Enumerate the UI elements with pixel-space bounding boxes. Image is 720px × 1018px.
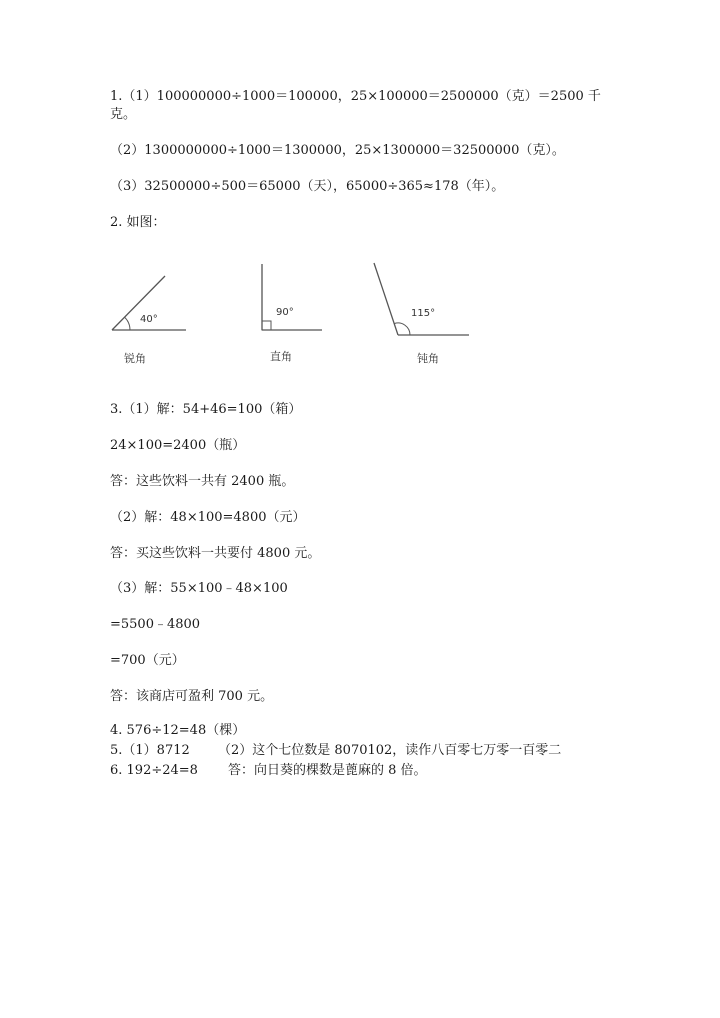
q6-part1: 6. 192÷24=8 — [110, 763, 198, 778]
q3-line4: （2）解：48×100=4800（元） — [110, 510, 306, 525]
acute-angle-degree: 40° — [140, 314, 158, 325]
q6-part2: 答：向日葵的棵数是蓖麻的 8 倍。 — [228, 763, 427, 778]
q3-answer3: 答：该商店可盈利 700 元。 — [110, 689, 274, 704]
q3-answer1: 答：这些饮料一共有 2400 瓶。 — [110, 474, 295, 489]
q2-title: 2. 如图： — [110, 215, 166, 230]
q3-answer2: 答：买这些饮料一共要付 4800 元。 — [110, 546, 321, 561]
right-angle-figure — [250, 260, 330, 340]
q4-line: 4. 576÷12=48（棵） — [110, 723, 246, 738]
q3-line6: （3）解：55×100﹣48×100 — [110, 581, 288, 596]
acute-angle-name: 锐角 — [124, 352, 146, 365]
right-angle-name: 直角 — [270, 350, 292, 363]
q3-line7: =5500﹣4800 — [110, 617, 201, 632]
q3-line1: 3.（1）解：54+46=100（箱） — [110, 402, 302, 417]
q1-line2: （2）1300000000÷1000＝1300000，25×1300000＝32500000（克）。 — [110, 143, 565, 158]
q5-part2: （2）这个七位数是 8070102，读作八百零七万零一百零二 — [218, 743, 562, 758]
right-angle-degree: 90° — [276, 307, 294, 318]
q1-line3: （3）32500000÷500＝65000（天），65000÷365≈178（年）。 — [110, 179, 505, 194]
q5-part1: 5.（1）8712 — [110, 743, 190, 758]
q1-line1: 1.（1）100000000÷1000＝100000，25×100000＝2500000（克）＝2500 千 — [110, 89, 601, 104]
obtuse-angle-degree: 115° — [411, 308, 436, 319]
acute-angle-arc — [125, 317, 130, 330]
right-angle-marker — [262, 321, 271, 330]
q1-line1-cont: 克。 — [110, 107, 137, 122]
obtuse-angle-name: 钝角 — [417, 352, 439, 365]
obtuse-angle-figure — [365, 260, 475, 342]
acute-angle-figure — [100, 270, 200, 340]
obtuse-angle-upper-ray — [374, 263, 398, 335]
q3-line2: 24×100=2400（瓶） — [110, 438, 246, 453]
q3-line8: =700（元） — [110, 653, 185, 668]
